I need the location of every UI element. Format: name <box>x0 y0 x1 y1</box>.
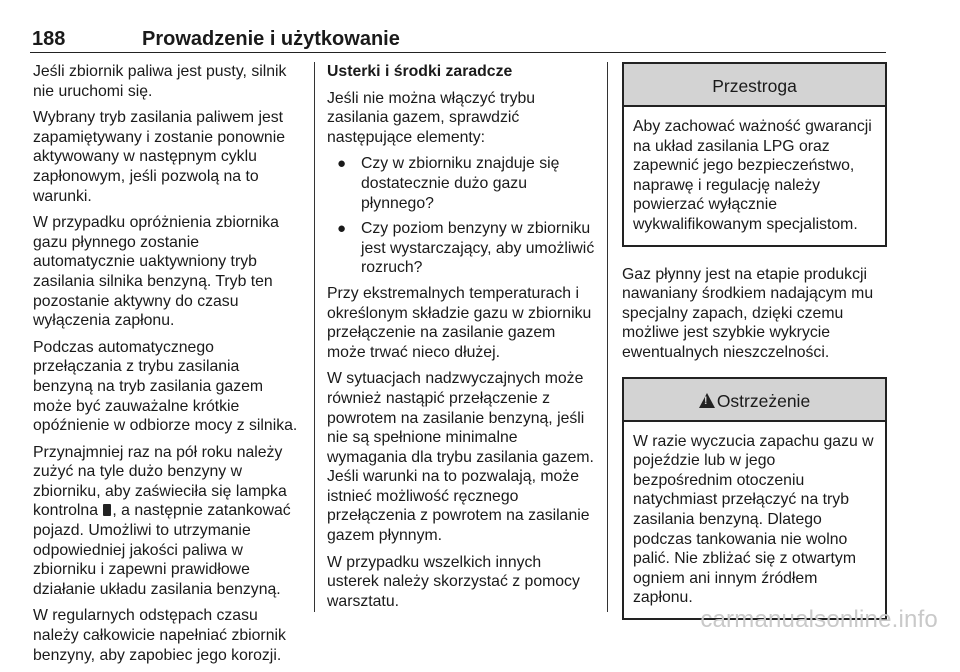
paragraph: W sytuacjach nadzwyczajnych może również nastąpić przełączenie z powrotem na zasilanie benzyną, jeśli nie są spełnione minimalne wymagania dla trybu zasilania gazem. Jeśli warunki na to pozwalają, może istnieć możliwość ręcznego przełączenia z powrotem na zasilanie gazem płynnym. <box>327 370 594 545</box>
list-item <box>327 219 597 278</box>
list-item-text: Czy poziom benzyny w zbiorniku jest wystarczający, aby umożliwić rozruch? <box>361 220 595 277</box>
warning-title: Ostrzeżenie <box>716 390 811 411</box>
column-2 <box>327 62 597 618</box>
paragraph: Jeśli nie można włączyć trybu zasilania gazem, sprawdzić następujące elementy: <box>327 89 536 146</box>
page-title: Prowadzenie i użytkowanie <box>142 28 400 50</box>
paragraph: W przypadku opróżnienia zbiornika gazu płynnego zostanie automatycznie uaktywniony tryb zasilania silnika benzyną. Tryb ten pozostanie aktywny do czasu wyłączenia zapłonu. <box>33 214 279 330</box>
paragraph <box>33 443 303 600</box>
list-item <box>327 154 597 213</box>
paragraph: Gaz płynny jest na etapie produkcji nawaniany środkiem nadającym mu specjalny zapach, dzięki czemu możliwe jest szybkie wykrycie ewentualnych nieszczelności. <box>622 265 874 361</box>
bullet-icon: ● <box>337 155 347 173</box>
caution-box <box>622 62 887 247</box>
caution-title: Przestroga <box>624 64 885 107</box>
paragraph: W przypadku wszelkich innych usterek należy skorzystać z pomocy warsztatu. <box>327 553 580 610</box>
section-title: Usterki i środki zaradcze <box>327 63 513 80</box>
column-divider <box>607 62 608 612</box>
list-item-text: Czy w zbiorniku znajduje się dostatecznie dużo gazu płynnego? <box>361 155 560 212</box>
column-3 <box>622 62 887 638</box>
page-number: 188 <box>32 28 66 50</box>
page-header <box>30 28 886 53</box>
fuel-pump-icon <box>103 504 111 516</box>
warning-box <box>622 377 887 620</box>
paragraph: W regularnych odstępach czasu należy całkowicie napełniać zbiornik benzyny, aby zapobiec jego korozji. <box>33 607 286 664</box>
watermark: carmanualsonline.info <box>700 606 938 633</box>
warning-triangle-icon <box>699 393 715 408</box>
bullet-icon: ● <box>337 220 347 238</box>
paragraph-text: , a następnie zatankować pojazd. Umożliwi to utrzymanie odpowiedniej jakości paliwa w zbiorniku i zapewni prawidłowe działanie układu zasilania benzyną. <box>33 502 291 598</box>
warning-body: W razie wyczucia zapachu gazu w pojeździe lub w jego bezpośrednim otoczeniu natychmiast przełączyć na tryb zasilania benzyną. Dlatego podczas tankowania nie wolno palić. Nie zbliżać się z otwartym ogniem ani innym źródłem zapłonu. <box>633 432 874 607</box>
paragraph-text: Przynajmniej raz na pół roku należy zużyć na tyle dużo benzyny w zbiorniku, aby zaświeciła się lampka kontrolna <box>33 443 287 520</box>
caution-body: Aby zachować ważność gwarancji na układ zasilania LPG oraz zapewnić jego bezpieczeństwo, naprawę i regulację należy powierzać wyłącznie wykwalifikowanym specjalistom. <box>633 118 872 233</box>
warning-header <box>624 379 885 422</box>
paragraph: Wybrany tryb zasilania paliwem jest zapamiętywany i zostanie ponownie aktywowany w następnym cyklu zapłonowym, jeśli pozwolą na to warunki. <box>33 109 286 205</box>
column-divider <box>314 62 315 612</box>
paragraph: Jeśli zbiornik paliwa jest pusty, silnik nie uruchomi się. <box>33 63 287 100</box>
column-1 <box>33 62 303 672</box>
paragraph: Przy ekstremalnych temperaturach i określonym składzie gazu w zbiorniku przełączenie na zasilanie gazem może trwać nieco dłużej. <box>327 284 592 361</box>
paragraph: Podczas automatycznego przełączania z trybu zasilania benzyną na tryb zasilania gazem może być zauważalne krótkie opóźnienie w odbiorze mocy z silnika. <box>33 338 298 435</box>
